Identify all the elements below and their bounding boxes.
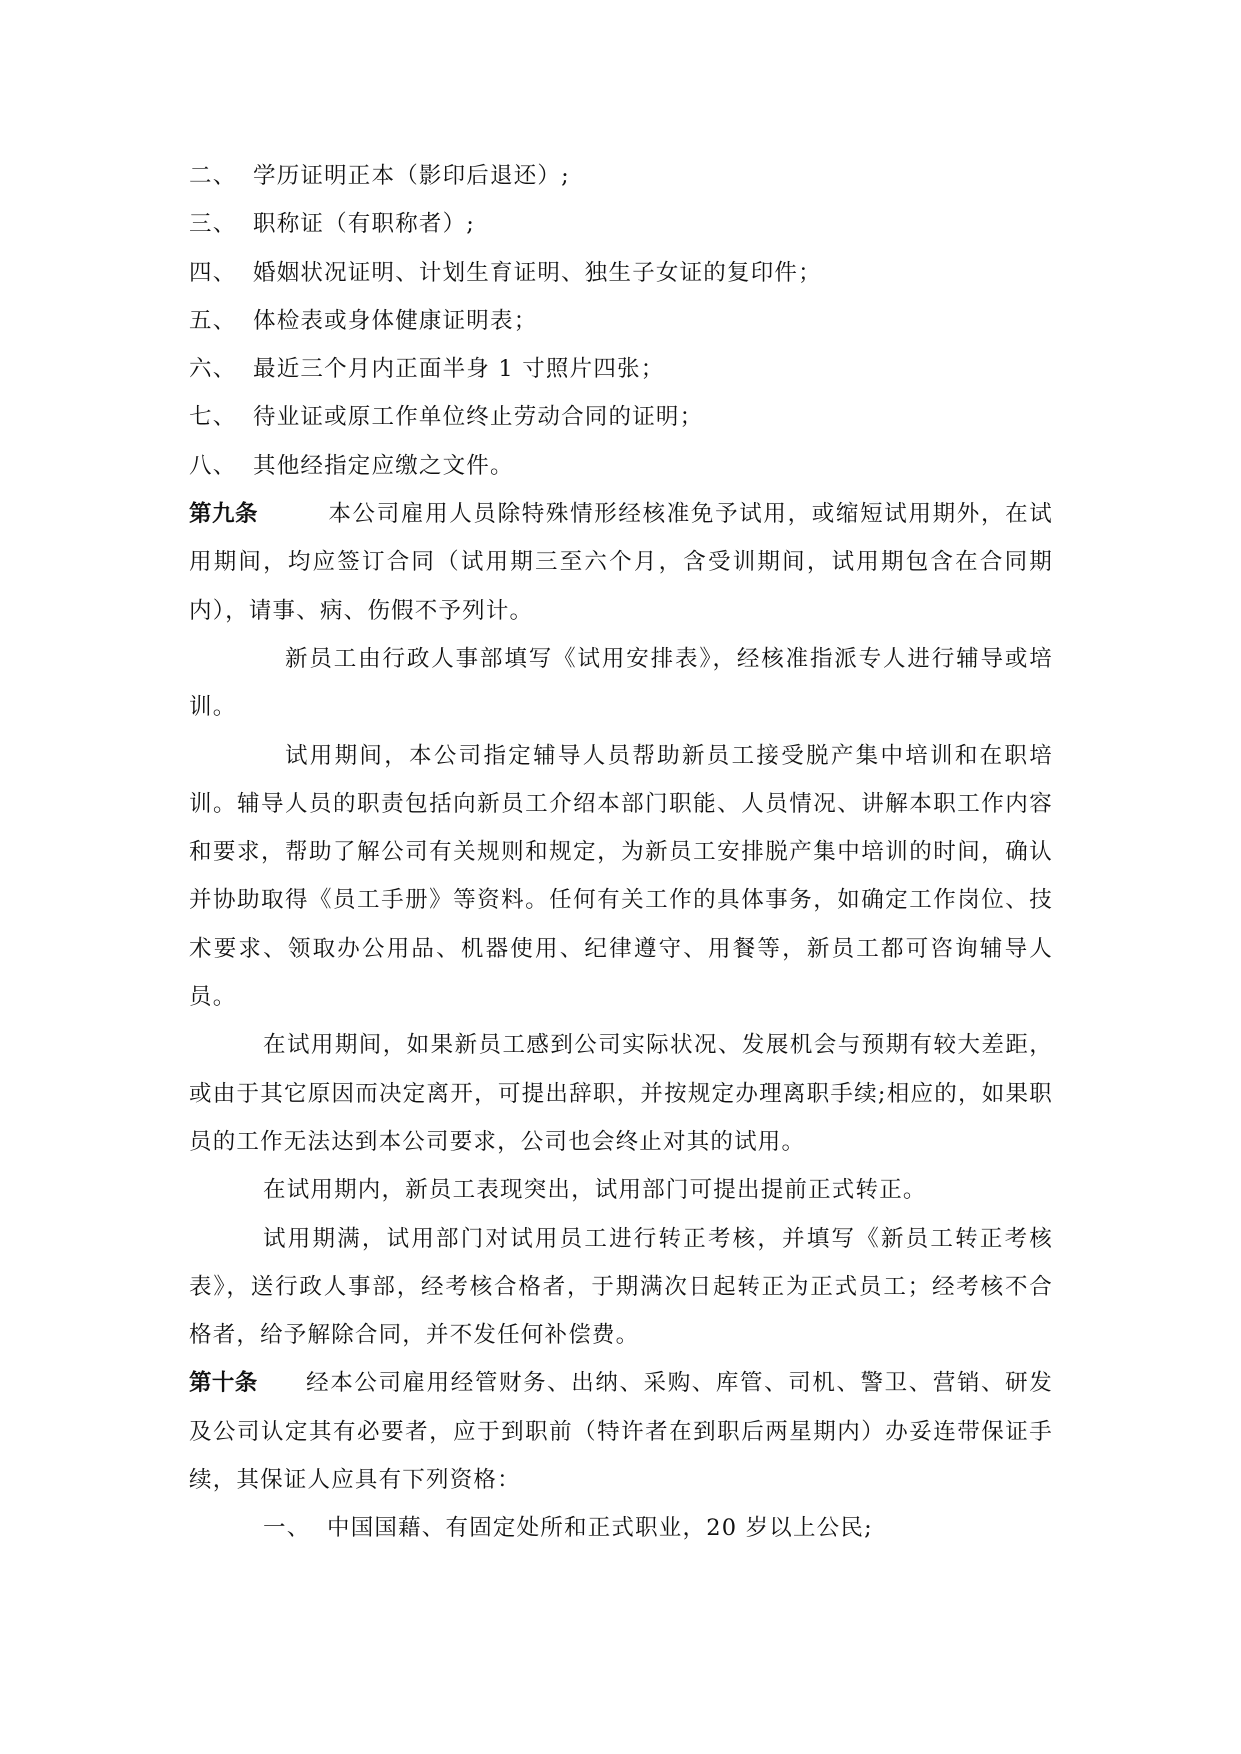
article-9-paragraph-5: 试用期满，试用部门对试用员工进行转正考核，并填写《新员工转正考核表》，送行政人事部，经考核合格者，于期满次日起转正为正式员工；经考核不合格者，给予解除合同，并不发任何补偿费。 [189,1225,1053,1349]
list-item-text: 体检表或身体健康证明表； [253,307,538,334]
article-9-paragraph-4: 在试用期内，新员工表现突出，试用部门可提出提前正式转正。 [263,1177,927,1204]
list-item-number: 二、 [189,163,237,189]
article-10-text: 经本公司雇用经管财务、出纳、采购、库管、司机、警卫、营销、研发及公司认定其有必要者，应于到职前（特许者在到职后两星期内）办妥连带保证手续，其保证人应具有下列资格： [189,1370,1053,1494]
list-item-number: 八、 [189,452,237,479]
list-item [189,152,1053,200]
article-9-paragraph-2: 试用期间，本公司指定辅导人员帮助新员工接受脱产集中培训和在职培训。辅导人员的职责包括向新员工介绍本部门职能、人员情况、讲解本职工作内容和要求，帮助了解公司有关规则和规定，为新员工安排脱产集中培训的时间，确认并协助取得《员工手册》等资料。任何有关工作的具体事务，如确定工作岗位、技术要求、领取办公用品、机器使用、纪律遵守、用餐等，新员工都可咨询辅导人员。 [189,742,1053,1011]
list-item [189,200,1053,248]
list-item-number: 五、 [189,307,237,334]
list-item-text: 中国国藉、有固定处所和正式职业，20 岁以上公民; [327,1515,873,1542]
list-item-text: 待业证或原工作单位终止劳动合同的证明； [253,404,704,431]
list-item [189,249,1053,297]
article-9-heading: 第九条 [189,501,258,528]
list-item-number: 一、 [263,1515,311,1542]
list-item [189,345,1053,393]
list-item [189,1504,1053,1552]
article-9-text: 本公司雇用人员除特殊情形经核准免予试用，或缩短试用期外，在试用期间，均应签订合同（试用期三至六个月，含受训期间，试用期包含在合同期内），请事、病、伤假不予列计。 [189,501,1053,624]
article-9-paragraph-3: 在试用期间，如果新员工感到公司实际状况、发展机会与预期有较大差距，或由于其它原因而决定离开，可提出辞职，并按规定办理离职手续;相应的，如果职员的工作无法达到本公司要求，公司也会终止对其的试用。 [189,1032,1053,1155]
list-item-text: 最近三个月内正面半身 1 寸照片四张； [253,356,665,383]
list-item-text: 职称证（有职称者）; [253,211,476,238]
list-item-text: 婚姻状况证明、计划生育证明、独生子女证的复印件； [253,259,822,286]
list-item-number: 七、 [189,404,237,431]
article-10-paragraph [189,1359,1053,1504]
list-item-text: 其他经指定应缴之文件。 [253,452,514,479]
article-9-paragraph-1: 新员工由行政人事部填写《试用安排表》，经核准指派专人进行辅导或培训。 [189,645,1053,721]
article-10-heading: 第十条 [189,1370,258,1397]
document-body [189,152,1053,1553]
list-item [189,393,1053,441]
list-item-text: 学历证明正本（影印后退还）; [253,163,570,189]
article-9-paragraph [189,490,1053,635]
list-item-number: 六、 [189,356,237,383]
list-item-number: 三、 [189,211,237,238]
list-item [189,297,1053,345]
list-item [189,442,1053,490]
list-item-number: 四、 [189,259,237,286]
